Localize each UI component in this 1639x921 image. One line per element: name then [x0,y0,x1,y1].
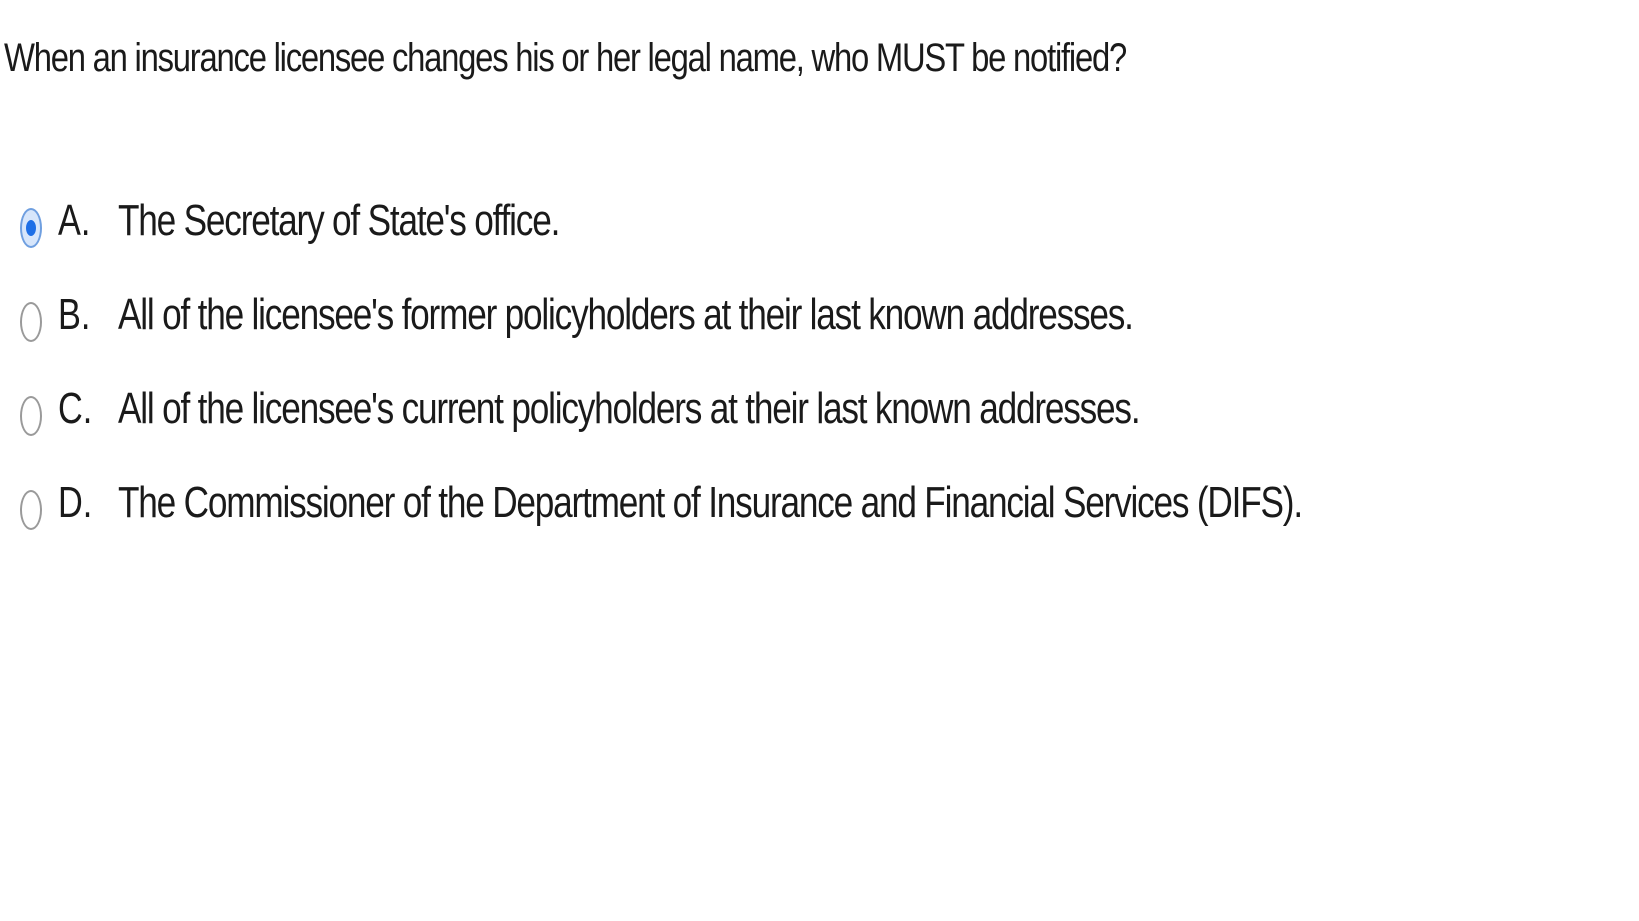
option-d-letter: D. [58,478,93,527]
option-b-radio[interactable] [20,302,42,342]
question-text: When an insurance licensee changes his or her legal name, who MUST be notified? [4,36,1126,80]
option-d-label[interactable]: The Commissioner of the Department of Insurance and Financial Services (DIFS). [118,478,1302,527]
option-a-label[interactable]: The Secretary of State's office. [118,196,560,245]
option-a-letter: A. [58,196,91,245]
option-b-letter: B. [58,290,91,339]
option-a[interactable] [0,186,1400,280]
option-d-radio[interactable] [20,490,42,530]
option-c[interactable] [0,374,1400,468]
option-b-label[interactable]: All of the licensee's former policyholders at their last known addresses. [118,290,1133,339]
option-a-radio[interactable] [20,208,42,248]
option-c-label[interactable]: All of the licensee's current policyholders at their last known addresses. [118,384,1140,433]
option-c-radio[interactable] [20,396,42,436]
answer-options [0,186,1400,562]
option-d[interactable] [0,468,1400,562]
option-b[interactable] [0,280,1400,374]
option-c-letter: C. [58,384,93,433]
